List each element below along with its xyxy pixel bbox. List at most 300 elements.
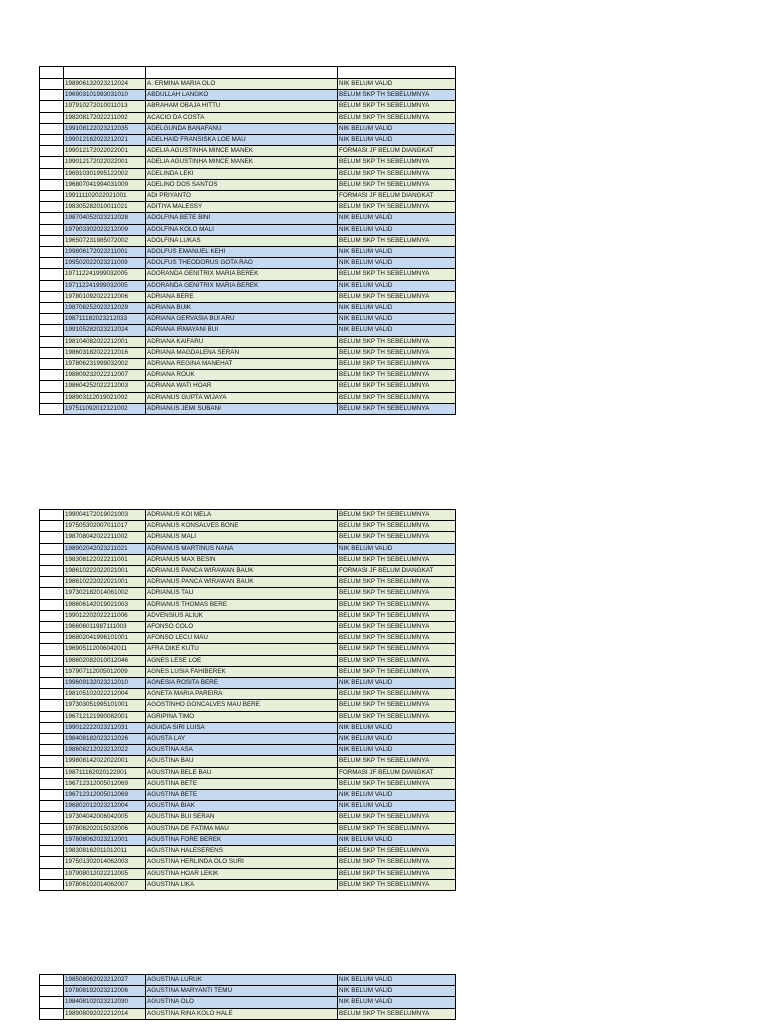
nip-cell: 197303051995101001 [64,700,146,711]
status-cell: NIK BELUM VALID [338,975,456,986]
name-cell: ADRIANA GERVASIA BUI ARU [146,314,338,325]
status-cell: NIK BELUM VALID [338,247,456,258]
nip-cell: 199105282023212024 [64,325,146,336]
name-cell: ABRAHAM OBAJA HITTU [146,101,338,112]
table-row [40,157,456,168]
status-cell: BELUM SKP TH SEBELUMNYA [338,644,456,655]
nip-cell: 197808202015032006 [64,823,146,834]
table-row [40,566,456,577]
index-cell [40,543,64,554]
table-row [40,644,456,655]
nip-cell: 198308162011012011 [64,846,146,857]
nip-cell: 197806231999032002 [64,359,146,370]
name-cell: AGUSTINA FORE BEREK [146,834,338,845]
name-cell: AGUSTINA HOAR LEKIK [146,868,338,879]
table-row [40,554,456,565]
status-cell: BELUM SKP TH SEBELUMNYA [338,359,456,370]
index-cell [40,666,64,677]
name-cell: ADELGUNDA BANAFANU [146,123,338,134]
name-cell: ADRIANA IRMAYANI BUI [146,325,338,336]
index-cell [40,135,64,146]
status-cell: BELUM SKP TH SEBELUMNYA [338,90,456,101]
nip-cell: 199111102022021001 [64,191,146,202]
table-row [40,577,456,588]
status-cell: NIK BELUM VALID [338,834,456,845]
table-row [40,269,456,280]
index-cell [40,879,64,890]
status-cell: NIK BELUM VALID [338,314,456,325]
index-cell [40,599,64,610]
status-cell: BELUM SKP TH SEBELUMNYA [338,510,456,521]
table-row [40,711,456,722]
name-cell: ADRIANUS PANCA WIRAWAN BAUK [146,577,338,588]
table-row [40,224,456,235]
nip-cell: 198602082010012046 [64,655,146,666]
status-cell: NIK BELUM VALID [338,280,456,291]
nip-cell: 196507231985072002 [64,235,146,246]
table-row [40,834,456,845]
nip-cell: 199609132023212010 [64,678,146,689]
index-cell [40,79,64,90]
table-row [40,303,456,314]
name-cell: AGUSTINA LURUK [146,975,338,986]
status-cell: FORMASI JF BELUM DIANGKAT [338,566,456,577]
employee-table [39,66,456,415]
nip-cell: 197907112005012009 [64,666,146,677]
status-cell: NIK BELUM VALID [338,135,456,146]
table-row [40,258,456,269]
index-cell [40,633,64,644]
nip-cell: 199806172023211001 [64,247,146,258]
table-row [40,135,456,146]
nip-cell: 198708252023212029 [64,303,146,314]
status-cell: BELUM SKP TH SEBELUMNYA [338,756,456,767]
index-cell [40,846,64,857]
status-cell: BELUM SKP TH SEBELUMNYA [338,655,456,666]
status-cell: BELUM SKP TH SEBELUMNYA [338,868,456,879]
name-cell: AFONSO LECU MAU [146,633,338,644]
name-cell: AGNES LUSIA FAHIBEREK [146,666,338,677]
status-cell: BELUM SKP TH SEBELUMNYA [338,778,456,789]
name-cell: ADELHAID FRANSISKA LOE MAU [146,135,338,146]
name-cell: ADORANDA GENITRIX MARIA BEREK [146,280,338,291]
table-row [40,314,456,325]
index-cell [40,790,64,801]
name-cell: AGUSTINA BAU [146,756,338,767]
nip-cell: 199012222023212031 [64,722,146,733]
index-cell [40,123,64,134]
header-cell [64,67,146,79]
status-cell: NIK BELUM VALID [338,543,456,554]
name-cell: ADRIANUS MAX BESIN [146,554,338,565]
status-cell: NIK BELUM VALID [338,986,456,997]
name-cell: AGUSTINA OLO [146,997,338,1008]
status-cell: FORMASI JF BELUM DIANGKAT [338,146,456,157]
table-row [40,745,456,756]
status-cell: BELUM SKP TH SEBELUMNYA [338,392,456,403]
status-cell: BELUM SKP TH SEBELUMNYA [338,532,456,543]
index-cell [40,510,64,521]
index-cell [40,191,64,202]
name-cell: AGUSTINA BETE [146,778,338,789]
nip-cell: 199502022023211009 [64,258,146,269]
table-row [40,879,456,890]
status-cell: BELUM SKP TH SEBELUMNYA [338,554,456,565]
status-cell: BELUM SKP TH SEBELUMNYA [338,381,456,392]
name-cell: AGOSTINHO GONCALVES MAU BERE [146,700,338,711]
name-cell: ADELIA AGUSTINHA MINCE MANEK [146,146,338,157]
table-row [40,112,456,123]
index-cell [40,767,64,778]
header-cell [146,67,338,79]
index-cell [40,359,64,370]
table-row [40,778,456,789]
nip-cell: 198908092022212014 [64,1008,146,1019]
nip-cell: 197806102014062007 [64,879,146,890]
nip-cell: 198408102023212030 [64,997,146,1008]
index-cell [40,812,64,823]
table-row [40,986,456,997]
table-row [40,247,456,258]
name-cell: ADRIANUS JEMI SUBANI [146,403,338,414]
index-cell [40,280,64,291]
index-cell [40,711,64,722]
index-cell [40,834,64,845]
table-row [40,622,456,633]
index-cell [40,168,64,179]
table-row [40,510,456,521]
status-cell: BELUM SKP TH SEBELUMNYA [338,633,456,644]
table-row [40,191,456,202]
name-cell: ADOLFINA BETE BINI [146,213,338,224]
table-row [40,756,456,767]
table-row [40,857,456,868]
status-cell: BELUM SKP TH SEBELUMNYA [338,112,456,123]
table-row [40,168,456,179]
name-cell: ADRIANUS PANCA WIRAWAN BAUK [146,566,338,577]
nip-cell: 198508062023212027 [64,975,146,986]
status-cell: NIK BELUM VALID [338,79,456,90]
name-cell: AGUSTINA MARYANTI TEMU [146,986,338,997]
status-cell: BELUM SKP TH SEBELUMNYA [338,370,456,381]
name-cell: AGUSTINA RINA KOLO HALE [146,1008,338,1019]
index-cell [40,325,64,336]
status-cell: BELUM SKP TH SEBELUMNYA [338,521,456,532]
index-cell [40,778,64,789]
status-cell: BELUM SKP TH SEBELUMNYA [338,812,456,823]
index-cell [40,745,64,756]
table-row [40,1008,456,1019]
table-block-1 [39,66,455,415]
nip-cell: 197112241999032005 [64,269,146,280]
name-cell: ADRIANA ROUK [146,370,338,381]
header-row [40,67,456,79]
name-cell: ADELIA AGUSTINHA MINCE MANEK [146,157,338,168]
table-row [40,291,456,302]
index-cell [40,655,64,666]
employee-table [39,974,456,1020]
table-row [40,868,456,879]
index-cell [40,213,64,224]
index-cell [40,644,64,655]
nip-cell: 198708042022211002 [64,532,146,543]
index-cell [40,722,64,733]
name-cell: AGNES LESE LOE [146,655,338,666]
index-cell [40,235,64,246]
nip-cell: 198208172022211002 [64,112,146,123]
index-cell [40,734,64,745]
nip-cell: 197505302007011017 [64,521,146,532]
index-cell [40,678,64,689]
table-row [40,202,456,213]
nip-cell: 198610222022021001 [64,566,146,577]
index-cell [40,303,64,314]
nip-cell: 198711162020122001 [64,767,146,778]
nip-cell: 196712312005012069 [64,778,146,789]
status-cell: BELUM SKP TH SEBELUMNYA [338,857,456,868]
nip-cell: 198408182023212026 [64,734,146,745]
status-cell: BELUM SKP TH SEBELUMNYA [338,689,456,700]
status-cell: BELUM SKP TH SEBELUMNYA [338,202,456,213]
status-cell: NIK BELUM VALID [338,678,456,689]
status-cell: NIK BELUM VALID [338,123,456,134]
table-body [40,510,456,891]
table-row [40,599,456,610]
name-cell: ADOLFINA KOLO MALI [146,224,338,235]
table-block-2 [39,509,455,891]
status-cell: BELUM SKP TH SEBELUMNYA [338,700,456,711]
table-row [40,975,456,986]
status-cell: NIK BELUM VALID [338,258,456,269]
name-cell: AGUSTINA BETE [146,790,338,801]
index-cell [40,112,64,123]
header-cell [338,67,456,79]
index-cell [40,157,64,168]
table-row [40,997,456,1008]
status-cell: BELUM SKP TH SEBELUMNYA [338,269,456,280]
table-row [40,370,456,381]
nip-cell: 198906132023212024 [64,79,146,90]
table-row [40,521,456,532]
nip-cell: 199012162023212021 [64,135,146,146]
table-row [40,846,456,857]
index-cell [40,566,64,577]
nip-cell: 198610222022021001 [64,577,146,588]
name-cell: AFONSO COLO [146,622,338,633]
nip-cell: 197808062023212001 [64,834,146,845]
name-cell: ADRIANA KAIFARU [146,336,338,347]
nip-cell: 198902042023211021 [64,543,146,554]
index-cell [40,291,64,302]
name-cell: ADRIANUS MARTINUS NANA [146,543,338,554]
index-cell [40,179,64,190]
name-cell: ADRIANA BERE [146,291,338,302]
index-cell [40,532,64,543]
table-body [40,67,456,415]
table-row [40,347,456,358]
name-cell: ADELINO DOS SANTOS [146,179,338,190]
nip-cell: 197302182014061002 [64,588,146,599]
index-cell [40,370,64,381]
index-cell [40,622,64,633]
name-cell: AGUSTINA BIAK [146,801,338,812]
name-cell: AGUSTINA ASA [146,745,338,756]
index-cell [40,269,64,280]
nip-cell: 196712312005012069 [64,790,146,801]
name-cell: ADRIANUS GUPTA WIJAYA [146,392,338,403]
nip-cell: 197501302014062003 [64,857,146,868]
index-cell [40,202,64,213]
name-cell: AGUSTINA DE FATIMA MAU [146,823,338,834]
status-cell: BELUM SKP TH SEBELUMNYA [338,666,456,677]
table-row [40,90,456,101]
name-cell: ADORANDA GENITRIX MARIA BEREK [146,269,338,280]
table-row [40,146,456,157]
status-cell: NIK BELUM VALID [338,303,456,314]
nip-cell: 197908012022212005 [64,868,146,879]
status-cell: BELUM SKP TH SEBELUMNYA [338,291,456,302]
table-row [40,213,456,224]
status-cell: NIK BELUM VALID [338,734,456,745]
status-cell: BELUM SKP TH SEBELUMNYA [338,879,456,890]
index-cell [40,381,64,392]
status-cell: BELUM SKP TH SEBELUMNYA [338,588,456,599]
name-cell: ABDULLAH LANGKO [146,90,338,101]
name-cell: AGUSTINA BELE BAU [146,767,338,778]
nip-cell: 198809232022212007 [64,370,146,381]
nip-cell: 199012172022022001 [64,146,146,157]
name-cell: ADRIANA MAGDALENA SERAN [146,347,338,358]
table-row [40,359,456,370]
status-cell: BELUM SKP TH SEBELUMNYA [338,403,456,414]
table-row [40,179,456,190]
nip-cell: 199004172019021003 [64,510,146,521]
nip-cell: 198305282010011021 [64,202,146,213]
name-cell: ADOLFINA LUKAS [146,235,338,246]
status-cell: BELUM SKP TH SEBELUMNYA [338,101,456,112]
table-row [40,381,456,392]
nip-cell: 199012172022022001 [64,157,146,168]
status-cell: BELUM SKP TH SEBELUMNYA [338,1008,456,1019]
status-cell: BELUM SKP TH SEBELUMNYA [338,336,456,347]
status-cell: NIK BELUM VALID [338,722,456,733]
nip-cell: 198604252022212003 [64,381,146,392]
status-cell: BELUM SKP TH SEBELUMNYA [338,823,456,834]
nip-cell: 198606142019021003 [64,599,146,610]
table-row [40,801,456,812]
index-cell [40,521,64,532]
index-cell [40,336,64,347]
table-row [40,336,456,347]
table-row [40,734,456,745]
nip-cell: 197304042006042005 [64,812,146,823]
nip-cell: 198105102022212004 [64,689,146,700]
name-cell: ADELINDA LEKI [146,168,338,179]
index-cell [40,314,64,325]
nip-cell: 198603182022212016 [64,347,146,358]
index-cell [40,554,64,565]
table-row [40,588,456,599]
table-row [40,543,456,554]
name-cell: AGUSTINA LIKA [146,879,338,890]
index-cell [40,577,64,588]
nip-cell: 197910272010011013 [64,101,146,112]
status-cell: NIK BELUM VALID [338,997,456,1008]
status-cell: BELUM SKP TH SEBELUMNYA [338,622,456,633]
status-cell: FORMASI JF BELUM DIANGKAT [338,767,456,778]
name-cell: ADRIANA WATI HOAR [146,381,338,392]
table-row [40,79,456,90]
table-row [40,666,456,677]
index-cell [40,823,64,834]
name-cell: ADRIANA REGINA MANEHAT [146,359,338,370]
status-cell: NIK BELUM VALID [338,745,456,756]
status-cell: BELUM SKP TH SEBELUMNYA [338,347,456,358]
name-cell: ADITIYA MALESSY [146,202,338,213]
table-row [40,655,456,666]
nip-cell: 196712121990082001 [64,711,146,722]
index-cell [40,90,64,101]
status-cell: BELUM SKP TH SEBELUMNYA [338,846,456,857]
table-row [40,812,456,823]
status-cell: BELUM SKP TH SEBELUMNYA [338,235,456,246]
index-cell [40,801,64,812]
name-cell: AGRIPINA TIMO [146,711,338,722]
nip-cell: 196910301995122002 [64,168,146,179]
table-row [40,403,456,414]
nip-cell: 198308122022211001 [64,554,146,565]
table-row [40,700,456,711]
index-cell [40,403,64,414]
header-cell [40,67,64,79]
status-cell: BELUM SKP TH SEBELUMNYA [338,599,456,610]
status-cell: FORMASI JF BELUM DIANGKAT [338,191,456,202]
name-cell: AGUSTA LAY [146,734,338,745]
table-body [40,975,456,1020]
status-cell: NIK BELUM VALID [338,790,456,801]
name-cell: ADOLFUS EMANUEL KEHI [146,247,338,258]
index-cell [40,247,64,258]
index-cell [40,347,64,358]
index-cell [40,975,64,986]
name-cell: ADVENSIUS ALIUK [146,610,338,621]
name-cell: ADRIANUS TAU [146,588,338,599]
table-row [40,689,456,700]
index-cell [40,689,64,700]
nip-cell: 197112241999032005 [64,280,146,291]
table-row [40,767,456,778]
nip-cell: 198104082022212001 [64,336,146,347]
name-cell: ACACIO DA COSTA [146,112,338,123]
table-row [40,235,456,246]
name-cell: ADRIANA BUIK [146,303,338,314]
table-row [40,678,456,689]
status-cell: NIK BELUM VALID [338,224,456,235]
nip-cell: 196807041994031009 [64,179,146,190]
nip-cell: 196905112006042011 [64,644,146,655]
index-cell [40,101,64,112]
status-cell: NIK BELUM VALID [338,801,456,812]
name-cell: AGUSTINA HERLINDA OLO SURI [146,857,338,868]
nip-cell: 197903302023212009 [64,224,146,235]
status-cell: NIK BELUM VALID [338,325,456,336]
table-row [40,392,456,403]
table-row [40,280,456,291]
nip-cell: 197808192023212006 [64,986,146,997]
status-cell: NIK BELUM VALID [338,213,456,224]
name-cell: ADRIANUS MALI [146,532,338,543]
table-row [40,123,456,134]
